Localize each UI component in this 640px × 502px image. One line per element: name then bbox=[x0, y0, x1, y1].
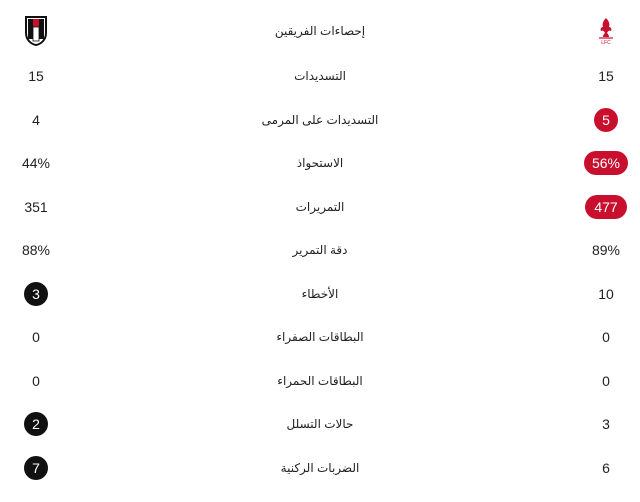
stat-label: الضربات الركنية bbox=[280, 461, 360, 475]
home-stat-cell bbox=[0, 277, 72, 311]
stats-title: إحصاءات الفريقين bbox=[274, 24, 366, 38]
home-stat-value: 0 bbox=[32, 329, 40, 345]
stat-row bbox=[0, 190, 640, 224]
away-stat-badge: 56% bbox=[584, 151, 628, 175]
away-stat-badge: 5 bbox=[594, 108, 618, 132]
stat-label: البطاقات الصفراء bbox=[276, 330, 364, 344]
away-stat-value: 6 bbox=[602, 460, 610, 476]
away-stat-cell bbox=[572, 407, 640, 441]
home-stat-value: 351 bbox=[24, 199, 48, 215]
stat-label: حالات التسلل bbox=[286, 417, 354, 431]
away-stat-cell bbox=[572, 364, 640, 398]
home-stat-value: 0 bbox=[32, 373, 40, 389]
away-stat-cell bbox=[572, 103, 640, 137]
stat-label: التسديدات على المرمى bbox=[261, 113, 379, 127]
home-stat-cell bbox=[0, 190, 72, 224]
stat-label: الأخطاء bbox=[301, 287, 339, 301]
svg-text:LFC: LFC bbox=[601, 40, 611, 46]
home-stat-value: 15 bbox=[28, 68, 44, 84]
home-stat-value: 88% bbox=[21, 242, 51, 258]
away-stat-value: 3 bbox=[602, 416, 610, 432]
away-stat-value: 15 bbox=[598, 68, 614, 84]
stats-header-row bbox=[0, 14, 640, 48]
stat-row bbox=[0, 59, 640, 93]
stat-row bbox=[0, 233, 640, 267]
home-stat-cell bbox=[0, 103, 72, 137]
away-stat-cell bbox=[572, 59, 640, 93]
away-stat-value: 89% bbox=[591, 242, 621, 258]
away-stat-cell bbox=[572, 451, 640, 485]
away-stat-value: 10 bbox=[598, 286, 614, 302]
home-stat-cell bbox=[0, 451, 72, 485]
stat-label: الاستحواذ bbox=[296, 156, 344, 170]
stat-label: دقة التمرير bbox=[292, 243, 348, 257]
stat-row bbox=[0, 277, 640, 311]
home-stat-cell bbox=[0, 146, 72, 180]
stat-row bbox=[0, 103, 640, 137]
home-stat-cell bbox=[0, 59, 72, 93]
home-stat-value: 4 bbox=[32, 112, 40, 128]
stat-row bbox=[0, 364, 640, 398]
home-stat-cell bbox=[0, 320, 72, 354]
away-stat-cell bbox=[572, 233, 640, 267]
away-stat-value: 0 bbox=[602, 329, 610, 345]
home-stat-cell bbox=[0, 407, 72, 441]
home-stat-badge: 2 bbox=[24, 412, 48, 436]
stat-row bbox=[0, 320, 640, 354]
away-stat-cell bbox=[572, 320, 640, 354]
stat-label: البطاقات الحمراء bbox=[277, 374, 363, 388]
fulham-crest-icon bbox=[25, 16, 47, 46]
home-stat-badge: 3 bbox=[24, 282, 48, 306]
home-stat-cell bbox=[0, 364, 72, 398]
stat-label: التمريرات bbox=[295, 200, 345, 214]
home-team-logo bbox=[0, 14, 72, 48]
away-stat-badge: 477 bbox=[585, 195, 627, 219]
away-stat-cell bbox=[572, 277, 640, 311]
away-stat-value: 0 bbox=[602, 373, 610, 389]
away-team-logo bbox=[572, 14, 640, 48]
liverpool-crest-icon bbox=[596, 16, 616, 46]
stat-label: التسديدات bbox=[294, 69, 346, 83]
home-stat-badge: 7 bbox=[24, 456, 48, 480]
stat-row bbox=[0, 407, 640, 441]
away-stat-cell bbox=[572, 146, 640, 180]
away-stat-cell bbox=[572, 190, 640, 224]
stat-row bbox=[0, 451, 640, 485]
stat-row bbox=[0, 146, 640, 180]
home-stat-value: 44% bbox=[21, 155, 51, 171]
home-stat-cell bbox=[0, 233, 72, 267]
